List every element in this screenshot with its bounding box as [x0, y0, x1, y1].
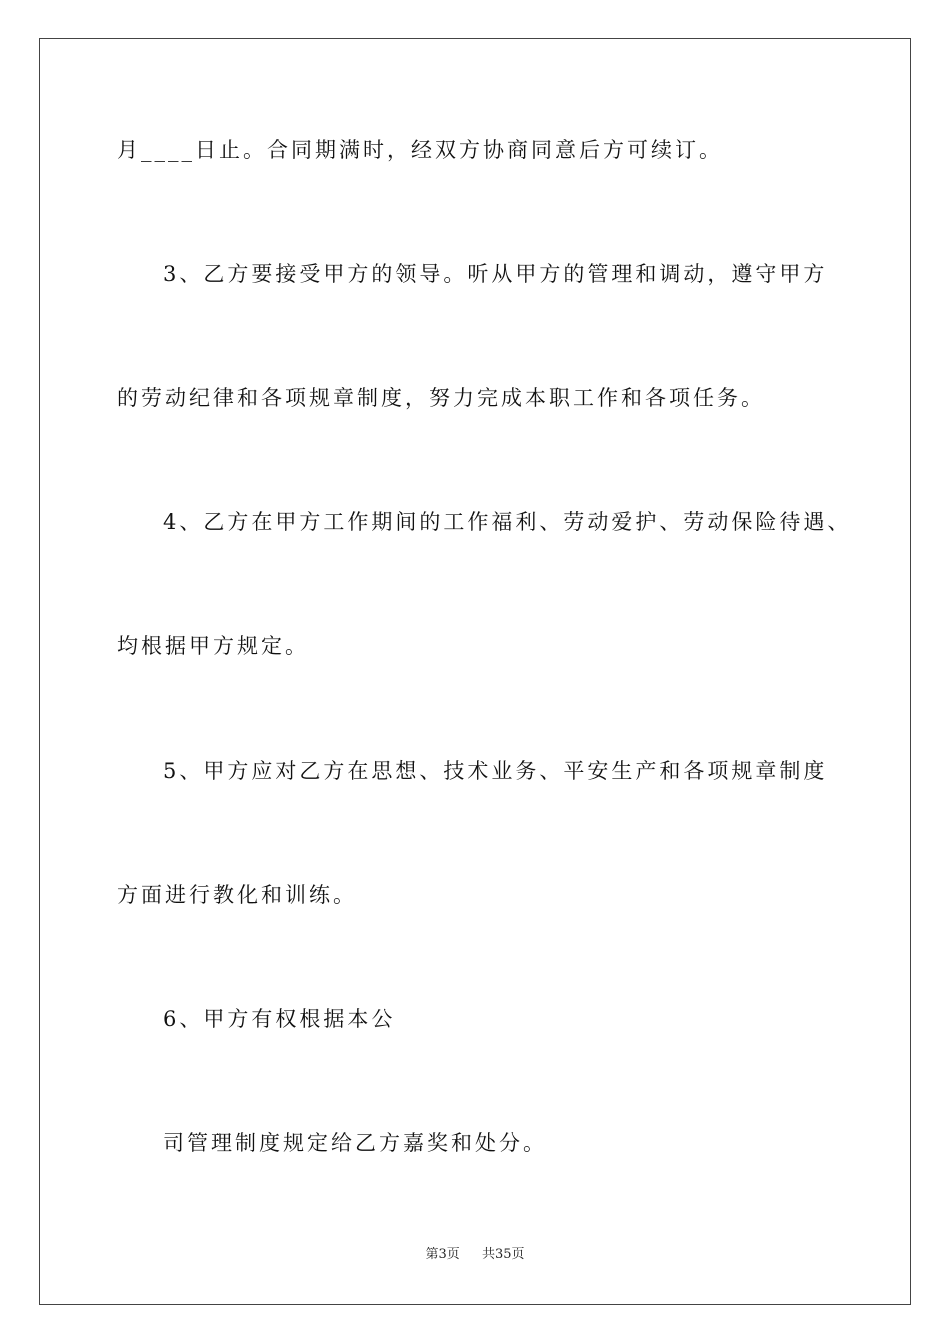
- text-line: 方面进行教化和训练。: [117, 883, 357, 907]
- page-number: 第3页: [425, 1247, 460, 1262]
- text-line: 司管理制度规定给乙方嘉奖和处分。: [163, 1131, 547, 1155]
- text-line: 月____日止。合同期满时，经双方协商同意后方可续订。: [117, 138, 723, 162]
- text-line: 3、乙方要接受甲方的领导。听从甲方的管理和调动，遵守甲方: [163, 262, 828, 286]
- text-line: 4、乙方在甲方工作期间的工作福利、劳动爱护、劳动保险待遇、: [163, 510, 852, 534]
- page-footer: [0, 1246, 950, 1264]
- text-line: 5、甲方应对乙方在思想、技术业务、平安生产和各项规章制度: [163, 759, 828, 783]
- page-border: [39, 38, 911, 1305]
- page-total: 共35页: [482, 1247, 525, 1262]
- text-line: 的劳动纪律和各项规章制度，努力完成本职工作和各项任务。: [117, 386, 765, 410]
- text-line: 均根据甲方规定。: [117, 634, 309, 658]
- text-line: 6、甲方有权根据本公: [163, 1007, 396, 1031]
